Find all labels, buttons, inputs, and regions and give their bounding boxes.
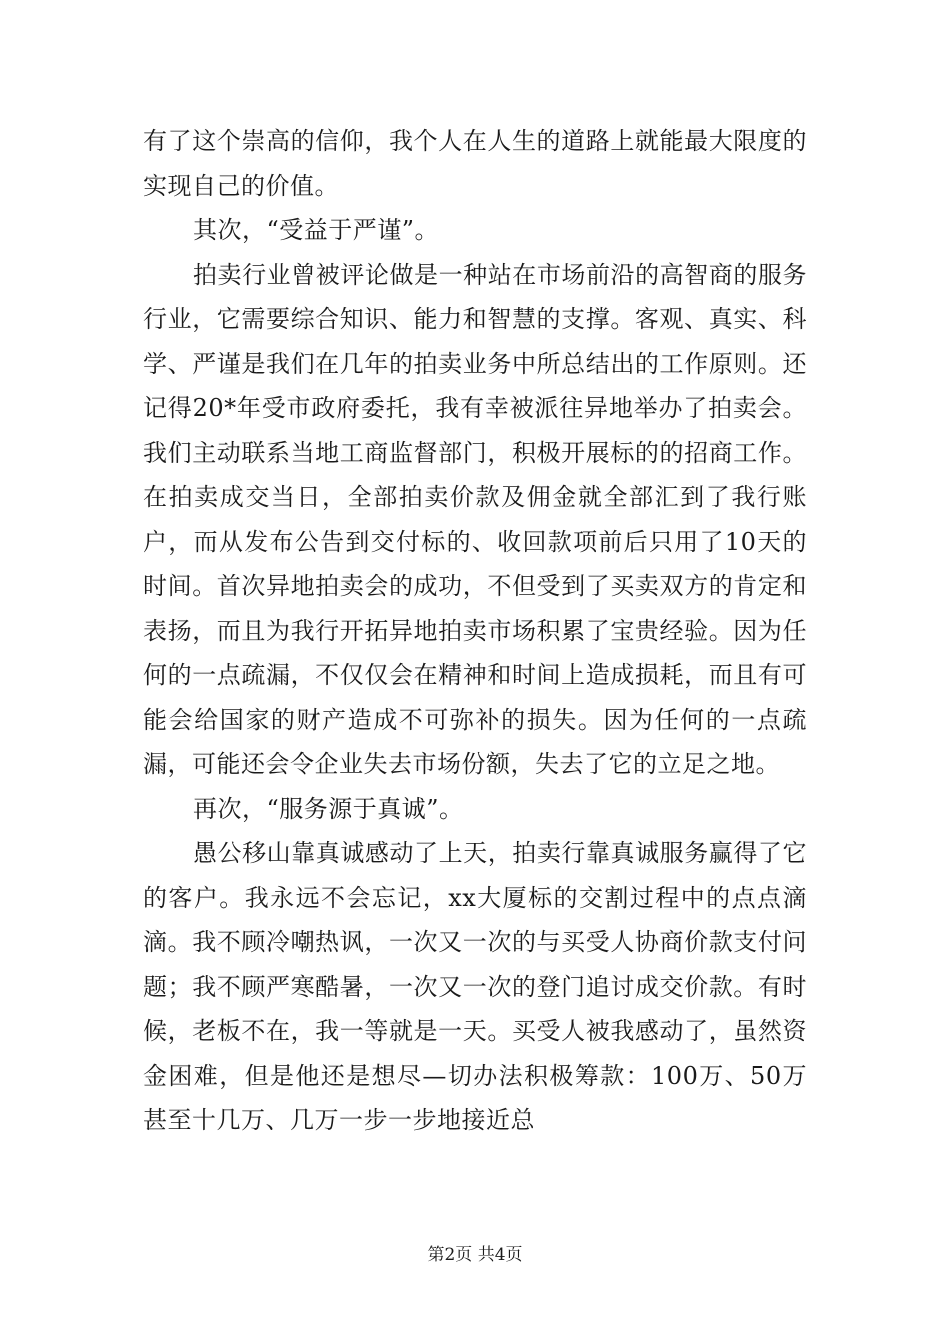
page-number-footer: 第2页 共4页 (427, 1245, 523, 1265)
paragraph-2-heading: 其次，“受益于严谨”。 (193, 216, 440, 244)
paragraph-3: 拍卖行业曾被评论做是一种站在市场前沿的高智商的服务行业，它需要综合知识、能力和智慧的支撑。客观、真实、科学、严谨是我们在几年的拍卖业务中所总结出的工作原则。还记得20*年受市政府委托，我有幸被派往异地举办了拍卖会。我们主动联系当地工商监督部门，积极开展标的的招商工作。在拍卖成交当日，全部拍卖价款及佣金就全部汇到了我行账户，而从发布公告到交付标的、收回款项前后只用了10天的时间。首次异地拍卖会的成功，不但受到了买卖双方的肯定和表扬，而且为我行开拓异地拍卖市场积累了宝贵经验。因为任何的一点疏漏，不仅仅会在精神和时间上造成损耗，而且有可能会给国家的财产造成不可弥补的损失。因为任何的一点疏漏，可能还会令企业失去市场份额，失去了它的立足之地。 (143, 260, 807, 778)
paragraph-4-heading: 再次，“服务源于真诚”。 (193, 794, 464, 823)
document-body (143, 119, 807, 1143)
paragraph-5: 愚公移山靠真诚感动了上天，拍卖行靠真诚服务赢得了它的客户。我永远不会忘记，xx大厦标的交割过程中的点点滴滴。我不顾冷嘲热讽，一次又一次的与买受人协商价款支付问题；我不顾严寒酷暑，一次又一次的登门追讨成交价款。有时候，老板不在，我一等就是一天。买受人被我感动了，虽然资金困难，但是他还是想尽—切办法积极筹款：100万、50万甚至十几万、几万一步一步地接近总 (143, 839, 807, 1134)
paragraph-1: 有了这个崇高的信仰，我个人在人生的道路上就能最大限度的实现自己的价值。 (143, 127, 807, 200)
